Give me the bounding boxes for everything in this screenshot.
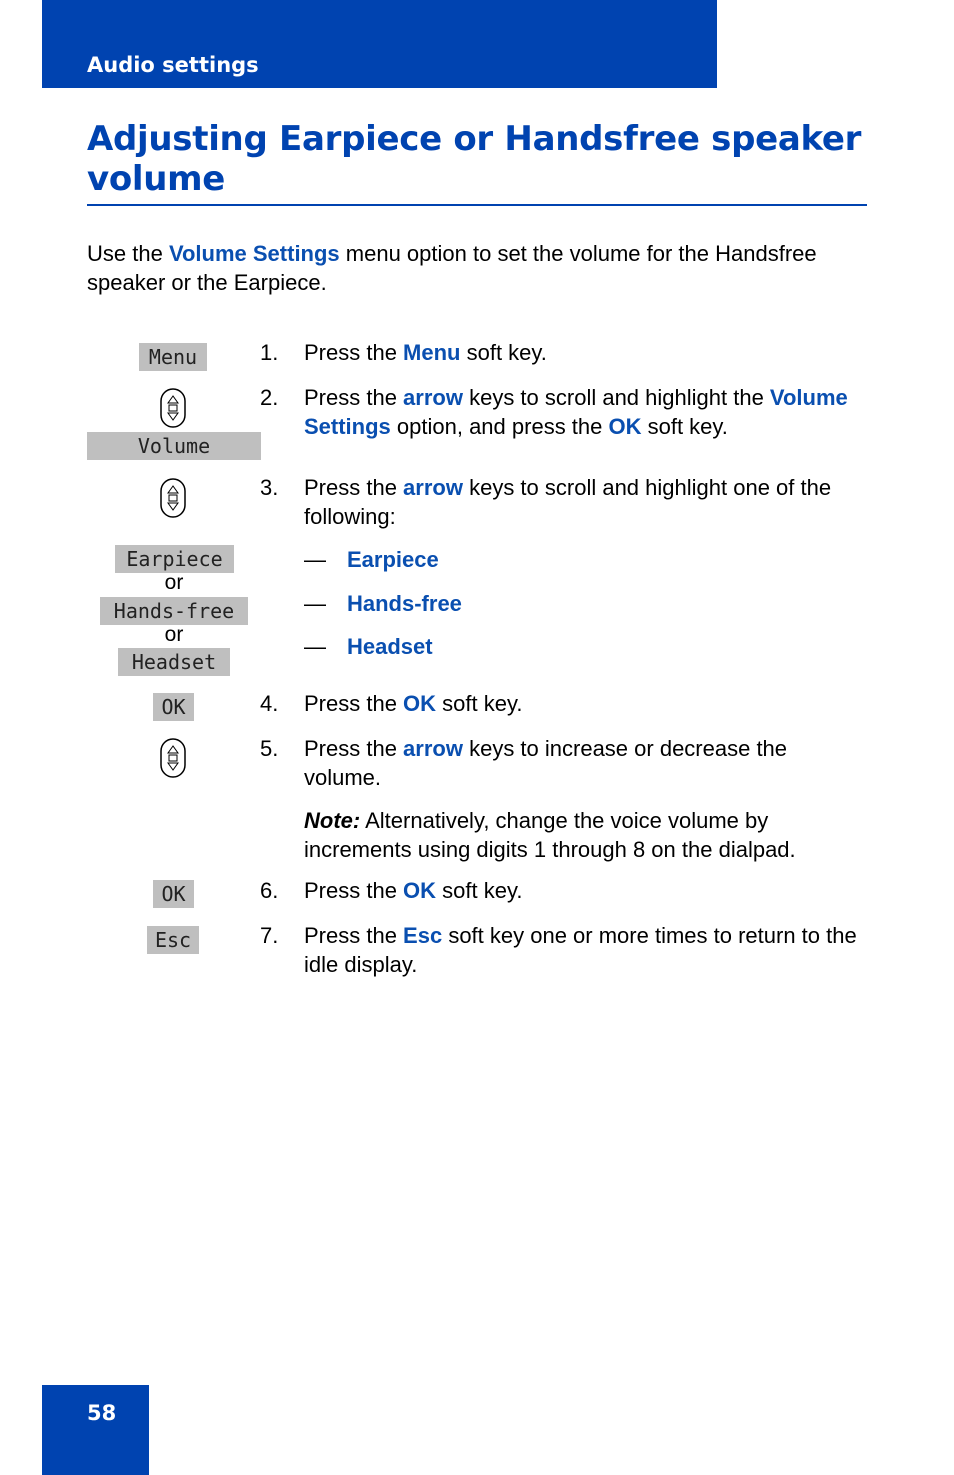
step-text: keys to increase or decrease the volume.: [304, 736, 788, 790]
option-label: Earpiece: [347, 547, 439, 572]
step-keyword: Esc: [403, 923, 443, 948]
step-text: soft key.: [436, 691, 523, 716]
step-text: Press the: [304, 691, 404, 716]
title-divider: [87, 204, 867, 206]
step-keyword: arrow: [403, 385, 463, 410]
step-text: Press the: [304, 340, 404, 365]
note-label: Note:: [304, 808, 361, 833]
option-dash: —: [304, 591, 326, 616]
softkey-headset: Headset: [118, 648, 230, 676]
step-text: Press the: [304, 736, 404, 761]
step-number: 7.: [260, 923, 279, 948]
step-number: 2.: [260, 385, 279, 410]
step-2: [260, 383, 870, 441]
step-keyword: arrow: [403, 736, 463, 761]
intro-highlight: Volume Settings: [168, 241, 340, 266]
option-dash: —: [304, 547, 326, 572]
step-1: [260, 338, 870, 367]
step-keyword: OK: [403, 878, 437, 903]
or-separator: or: [164, 571, 184, 594]
step-text: Press the: [304, 923, 404, 948]
step-text: soft key one or more times to return to the idle display.: [304, 923, 857, 977]
option-label: Headset: [347, 634, 433, 659]
step-4: [260, 689, 870, 718]
navigation-key-icon: [160, 738, 186, 778]
footer-page-box: [42, 1385, 149, 1475]
step-text: Press the: [304, 385, 404, 410]
step-text: Press the: [304, 878, 404, 903]
step-keyword: Volume Settings: [304, 385, 848, 439]
intro-text-before: Use the: [87, 241, 169, 266]
step-number: 4.: [260, 691, 279, 716]
step-keyword: Menu: [403, 340, 461, 365]
step-number: 3.: [260, 475, 279, 500]
intro-text-after: menu option to set the volume for the Handsfree speaker or the Earpiece.: [87, 241, 817, 295]
option-dash: —: [304, 634, 326, 659]
softkey-menu: Menu: [139, 343, 207, 371]
step-text: soft key.: [460, 340, 547, 365]
step-6: [260, 876, 870, 905]
header-bar: [42, 0, 717, 88]
step-keyword: OK: [403, 691, 437, 716]
section-label: Audio settings: [87, 53, 259, 77]
step-text: soft key.: [436, 878, 523, 903]
step-number: 1.: [260, 340, 279, 365]
step-keyword: arrow: [403, 475, 463, 500]
step-text: keys to scroll and highlight one of the following:: [304, 475, 832, 529]
option-earpiece: [304, 545, 439, 574]
step-7: [260, 921, 870, 979]
note-text: Alternatively, change the voice volume by increments using digits 1 through 8 on the dialpad.: [304, 808, 796, 862]
softkey-earpiece: Earpiece: [115, 545, 234, 573]
softkey-ok: OK: [153, 880, 194, 908]
step-text: soft key.: [641, 414, 728, 439]
step-number: 5.: [260, 736, 279, 761]
step-number: 6.: [260, 878, 279, 903]
option-headset: [304, 632, 433, 661]
option-label: Hands-free: [347, 591, 462, 616]
softkey-ok: OK: [153, 693, 194, 721]
page-title: Adjusting Earpiece or Handsfree speaker volume: [87, 119, 862, 199]
step-text: option, and press the: [390, 414, 609, 439]
step-3: [260, 473, 870, 531]
step-text: keys to scroll and highlight the: [462, 385, 770, 410]
page-number: 58: [87, 1401, 117, 1425]
intro-paragraph: [87, 239, 867, 297]
step-text: Press the: [304, 475, 404, 500]
or-separator: or: [164, 623, 184, 646]
navigation-key-icon: [160, 388, 186, 428]
navigation-key-icon: [160, 478, 186, 518]
note-paragraph: [304, 806, 864, 864]
softkey-esc: Esc: [147, 926, 199, 954]
softkey-hands-free: Hands-free: [100, 597, 248, 625]
softkey-volume: Volume: [87, 432, 261, 460]
option-hands-free: [304, 589, 462, 618]
step-keyword: OK: [608, 414, 642, 439]
step-5: [260, 734, 870, 792]
